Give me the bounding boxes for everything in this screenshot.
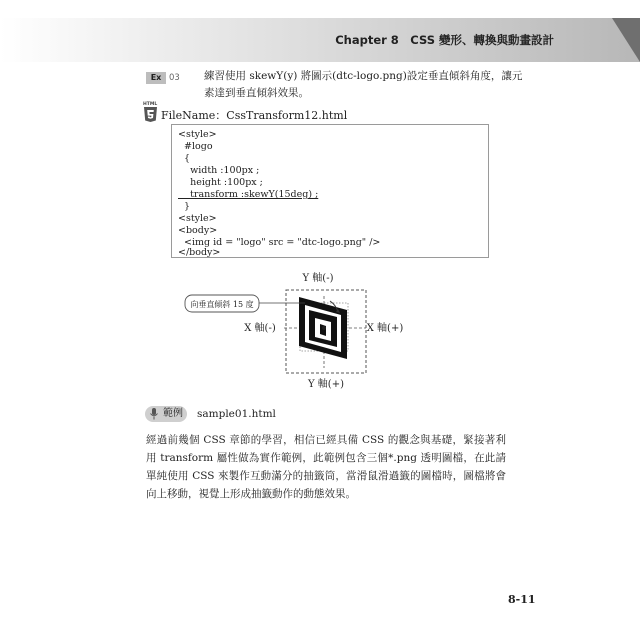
exercise-number: 03 xyxy=(169,73,180,83)
example-label: 範例 xyxy=(163,408,183,419)
code-line: </body> xyxy=(178,247,221,258)
exercise-instruction: 練習使用 skewY(y) 將圖示(dtc-logo.png)設定垂直傾斜角度，讓元素達到垂直傾斜效果。 xyxy=(204,70,523,99)
page-number: 8-11 xyxy=(508,593,536,606)
y-axis-positive-label: Y 軸(+) xyxy=(308,379,344,390)
code-line: width :100px ; xyxy=(178,165,260,176)
exercise-badge: Ex xyxy=(146,72,166,84)
code-line: { xyxy=(178,153,191,164)
svg-text:HTML: HTML xyxy=(143,102,158,107)
microphone-icon xyxy=(149,407,159,421)
y-axis-negative-label: Y 軸(-) xyxy=(302,273,334,284)
code-line: <body> xyxy=(178,225,218,236)
code-line: #logo xyxy=(178,141,213,152)
body-paragraph: 經過前幾個 CSS 章節的學習，相信已經具備 CSS 的觀念與基礎，緊接著利用 transform 屬性做為實作範例，此範例包含三個*.png 透明圖檔，在此請單純使用 CSS 來製作互動滿分的抽籤筒，當滑鼠滑過籤的圖檔時，圖檔將會向上移動，視覺上形成抽籤動作的動態效果。 xyxy=(146,434,506,500)
x-axis-negative-label: X 軸(-) xyxy=(244,323,276,334)
skewed-logo-dot xyxy=(320,324,326,336)
code-line: <style> xyxy=(178,129,217,140)
example-file-name: sample01.html xyxy=(197,408,276,420)
code-line: <img id = "logo" src = "dtc-logo.png" /> xyxy=(178,237,381,248)
code-line: } xyxy=(178,201,191,212)
code-line: height :100px ; xyxy=(178,177,263,188)
file-name-label: FileName：CssTransform12.html xyxy=(161,109,348,122)
code-line: <style> xyxy=(178,213,217,224)
chapter-title: Chapter 8 CSS 變形、轉換與動畫設計 xyxy=(335,33,554,47)
x-axis-positive-label: X 軸(+) xyxy=(366,323,404,334)
code-line-highlighted: transform :skewY(15deg) ; xyxy=(178,189,319,200)
origin-point xyxy=(322,326,326,330)
callout-text: 向垂直傾斜 15 度 xyxy=(190,300,254,309)
